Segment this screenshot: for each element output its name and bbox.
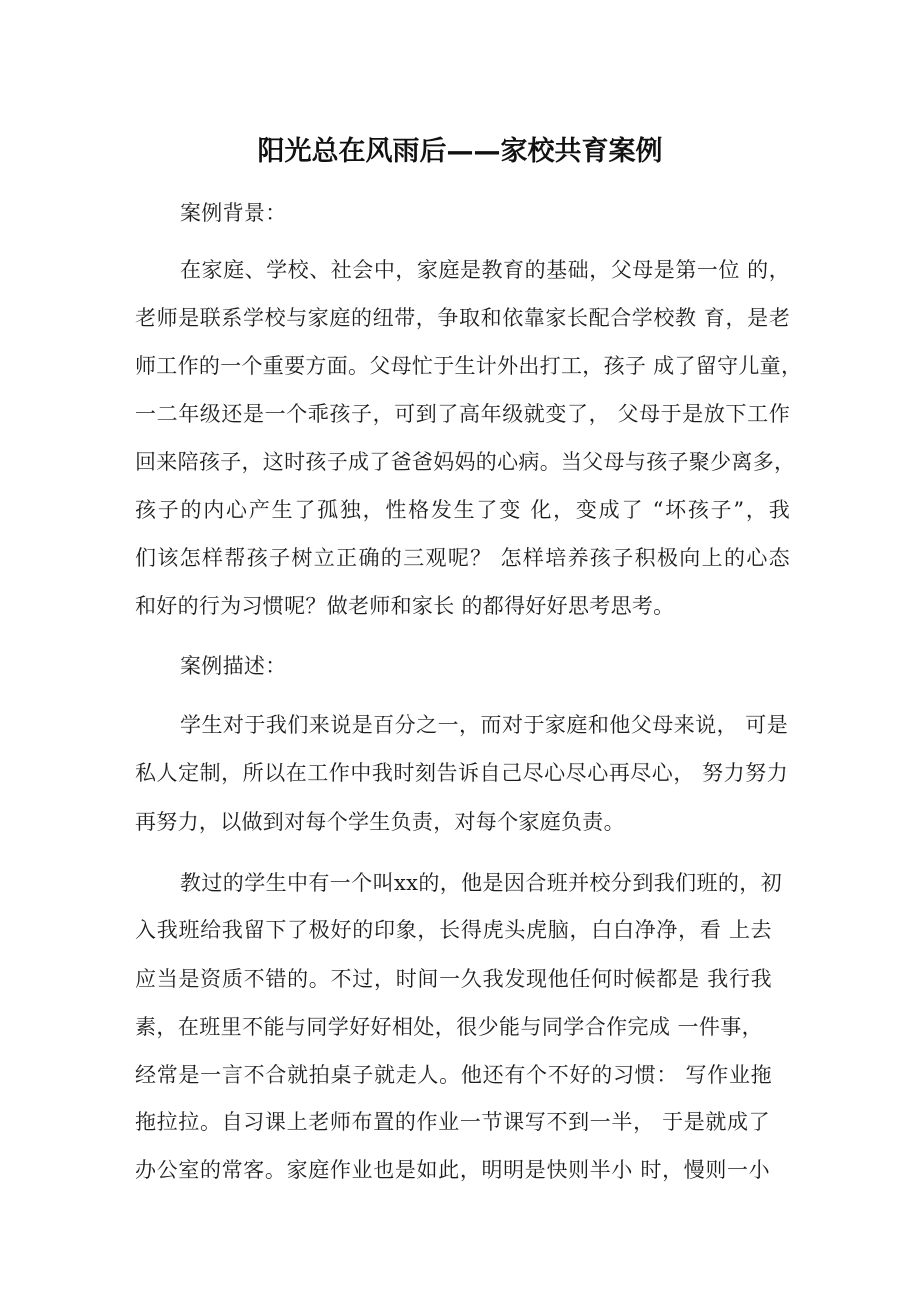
paragraph-line: 拖拉拉。自习课上老师布置的作业一节课写不到一半， 于是就成了 — [135, 1110, 770, 1134]
document-title: 阳光总在风雨后——家校共育案例 — [257, 136, 663, 167]
paragraph-line: 应当是资质不错的。不过，时间一久我发现他任何时候都是 我行我 — [135, 967, 772, 991]
section-heading-background: 案例背景： — [180, 201, 287, 225]
paragraph-line: 孩子的内心产生了孤独，性格发生了变 化，变成了 “坏孩子”，我 — [135, 498, 790, 522]
paragraph-line: 素，在班里不能与同学好好相处，很少能与同学合作完成 一件事， — [135, 1015, 763, 1039]
paragraph-line: 们该怎样帮孩子树立正确的三观呢？ 怎样培养孩子积极向上的心态 — [135, 546, 790, 570]
paragraph-line: 和好的行为习惯呢？做老师和家长 的都得好好思考思考。 — [135, 594, 675, 618]
paragraph-line: 师工作的一个重要方面。父母忙于生计外出打工，孩子 成了留守儿童， — [135, 354, 803, 378]
paragraph-line: 私人定制，所以在工作中我时刻告诉自己尽心尽心再尽心， 努力努力 — [135, 761, 788, 785]
paragraph-line: 再努力，以做到对每个学生负责，对每个家庭负责。 — [135, 810, 625, 834]
paragraph-line: 教过的学生中有一个叫xx的，他是因合班并校分到我们班的，初 — [180, 871, 782, 895]
paragraph-line: 学生对于我们来说是百分之一，而对于家庭和他父母来说， 可是 — [180, 713, 788, 737]
paragraph-line: 回来陪孩子，这时孩子成了爸爸妈妈的心病。当父母与孩子聚少离多， — [135, 450, 796, 474]
paragraph-line: 办公室的常客。家庭作业也是如此，明明是快则半小 时，慢则一小 — [135, 1158, 770, 1182]
paragraph-line: 老师是联系学校与家庭的纽带，争取和依靠家长配合学校教 育，是老 — [135, 306, 790, 330]
paragraph-line: 在家庭、学校、社会中，家庭是教育的基础，父母是第一位 的， — [180, 258, 790, 282]
paragraph-line: 入我班给我留下了极好的印象，长得虎头虎脑，白白净净，看 上去 — [135, 918, 772, 942]
paragraph-line: 一二年级还是一个乖孩子，可到了高年级就变了， 父母于是放下工作 — [135, 402, 790, 426]
paragraph-line: 经常是一言不合就拍桌子就走人。他还有个不好的习惯： 写作业拖 — [135, 1063, 772, 1087]
section-heading-description: 案例描述： — [180, 654, 287, 678]
